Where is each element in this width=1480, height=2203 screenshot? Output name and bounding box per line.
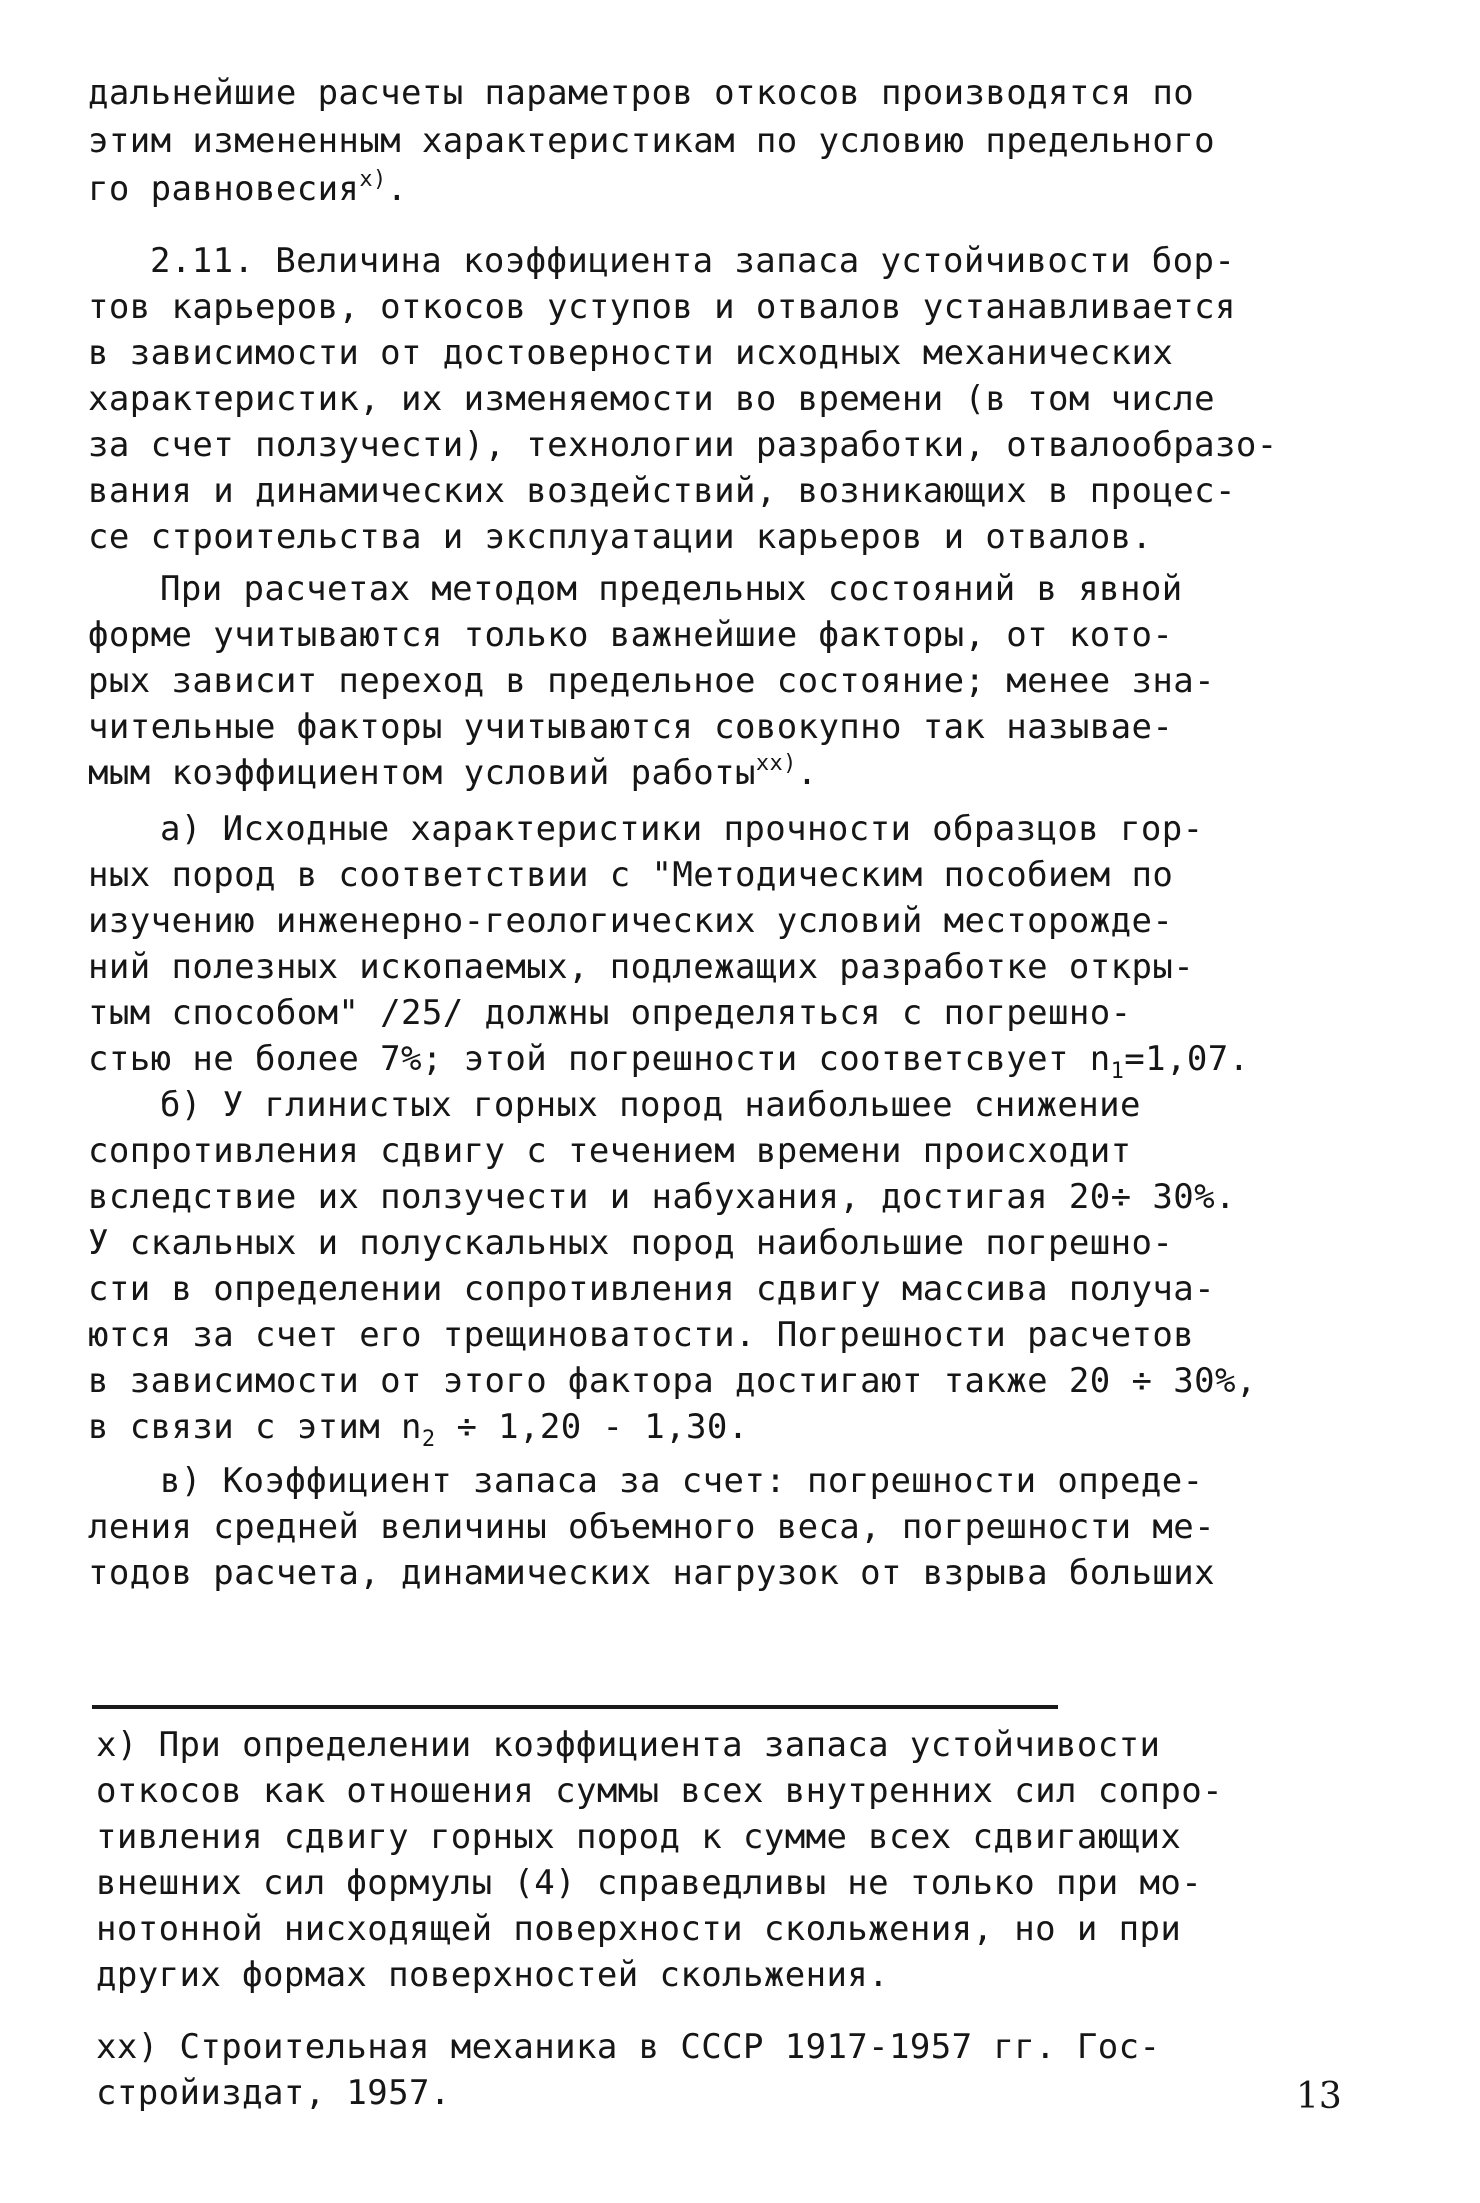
text-line: за счет ползучести), технологии разработки, отвалообразо- — [88, 425, 1278, 465]
text-line: тым способом" /25/ должны определяться с погрешно- — [88, 993, 1132, 1033]
text-line: б) У глинистых горных пород наибольшее снижение — [160, 1085, 1141, 1125]
text-line: внешних сил формулы (4) справедливы не только при мо- — [96, 1863, 1203, 1903]
text-line: сти в определении сопротивления сдвигу массива получа- — [88, 1269, 1215, 1309]
text-line: изучению инженерно-геологических условий месторожде- — [88, 901, 1174, 941]
text-line: xx) Строительная механика в СССР 1917-1957 гг. Гос- — [96, 2027, 1161, 2067]
text-line: сопротивления сдвигу с течением времени происходит — [88, 1131, 1132, 1171]
text-line: вания и динамических воздействий, возникающих в процес- — [88, 471, 1236, 511]
text-line: ных пород в соответствии с "Методическим пособием по — [88, 855, 1174, 895]
text-line: мым коэффициентом условий работы$^{xx)}$. — [88, 751, 818, 793]
text-line: x) При определении коэффициента запаса устойчивости — [96, 1725, 1161, 1765]
footnote-ref: xx) — [755, 751, 797, 776]
text-line: а) Исходные характеристики прочности образцов гор- — [160, 809, 1204, 849]
text-line: се строительства и эксплуатации карьеров и отвалов. — [88, 517, 1153, 557]
text-line: тивления сдвигу горных пород к сумме всех сдвигающих — [96, 1817, 1182, 1857]
text-line: других формах поверхностей скольжения. — [96, 1955, 890, 1995]
text-line: ления средней величины объемного веса, погрешности ме- — [88, 1507, 1215, 1547]
text-line: ются за счет его трещиноватости. Погрешности расчетов — [88, 1315, 1195, 1355]
text-line: рых зависит переход в предельное состояние; менее зна- — [88, 661, 1215, 701]
text-line: стройиздат, 1957. — [96, 2073, 451, 2113]
text-line: в связи с этим $n_2 \div 1,20 - 1,30$. — [88, 1407, 749, 1452]
footnote-ref: x) — [359, 167, 387, 192]
text-line: вследствие их ползучести и набухания, достигая 20÷ 30%. — [88, 1177, 1236, 1217]
text-line: нотонной нисходящей поверхности скольжения, но и при — [96, 1909, 1182, 1949]
page-number: 13 — [1296, 2076, 1342, 2117]
text-line: При расчетах методом предельных состояний в явной — [160, 569, 1183, 609]
text-line: ний полезных ископаемых, подлежащих разработке откры- — [88, 947, 1195, 987]
text-line: тов карьеров, откосов уступов и отвалов устанавливается — [88, 287, 1236, 327]
text-line: этим измененным характеристикам по условию предельного — [88, 121, 1215, 161]
text-line: тодов расчета, динамических нагрузок от взрыва больших — [88, 1553, 1215, 1593]
text-line: в зависимости от этого фактора достигают также 20 ÷ 30%, — [88, 1361, 1257, 1401]
text-line: чительные факторы учитываются совокупно так называе- — [88, 707, 1174, 747]
text-line: го равновесия$^{x)}$. — [88, 167, 408, 209]
text-line: откосов как отношения суммы всех внутренних сил сопро- — [96, 1771, 1223, 1811]
text-line: У скальных и полускальных пород наибольшие погрешно- — [88, 1223, 1174, 1263]
text-line: дальнейшие расчеты параметров откосов производятся по — [88, 73, 1195, 113]
text-line: в зависимости от достоверности исходных механических — [88, 333, 1174, 373]
text-line: в) Коэффициент запаса за счет: погрешности опреде- — [160, 1461, 1204, 1501]
text-line: стью не более 7%; этой погрешности соответсвует $n_1=1,07$. — [88, 1039, 1250, 1084]
section-heading-line: 2.11. Величина коэффициента запаса устойчивости бор- — [150, 241, 1236, 281]
footnote-divider — [92, 1705, 1058, 1709]
text-line: характеристик, их изменяемости во времени (в том числе — [88, 379, 1215, 419]
text-line: форме учитываются только важнейшие факторы, от кото- — [88, 615, 1174, 655]
